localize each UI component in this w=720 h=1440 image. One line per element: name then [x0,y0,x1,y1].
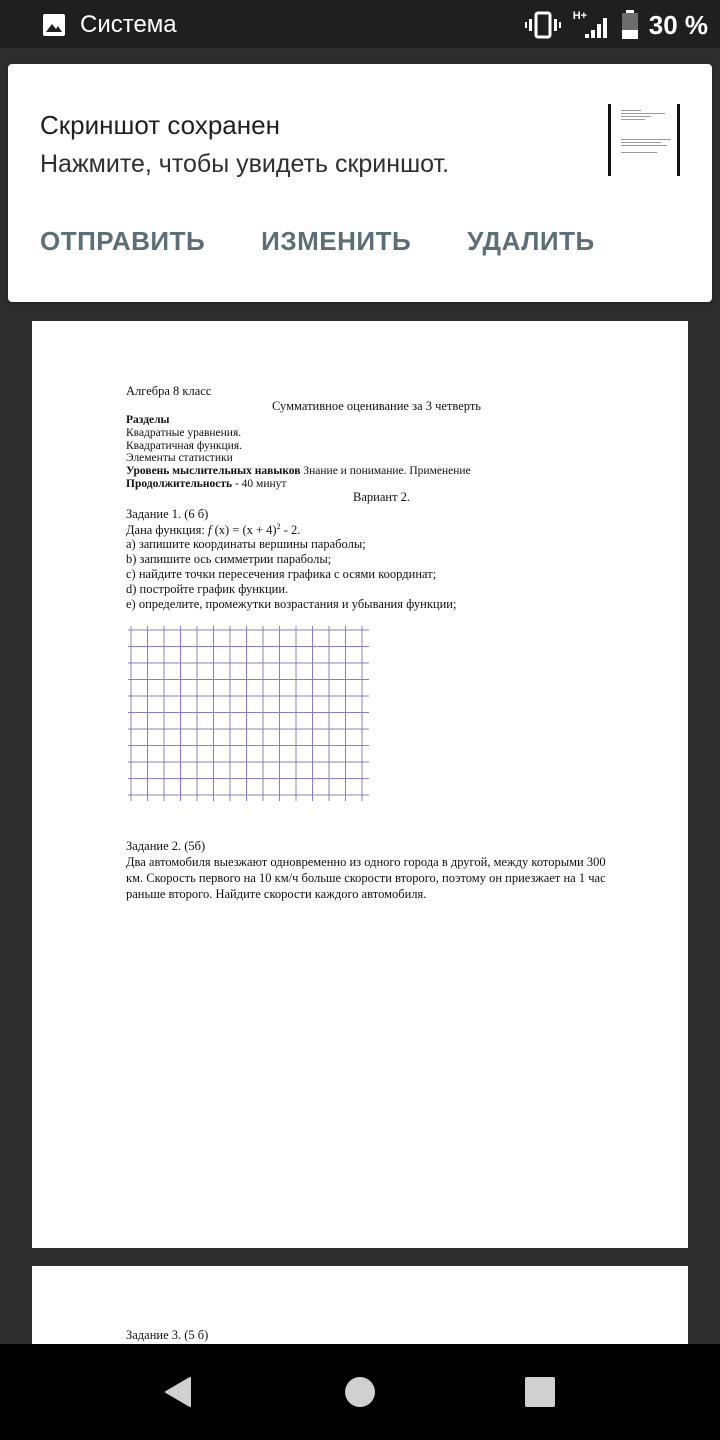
graph-grid-lines [128,626,373,801]
back-icon[interactable] [160,1374,196,1410]
doc-section-item: Квадратные уравнения. [126,427,242,439]
doc-section-item: Квадратичная функция. [126,440,242,452]
send-button[interactable]: ОТПРАВИТЬ [40,226,206,256]
formula-tail: - 2. [280,523,301,538]
navigation-bar [0,1344,720,1440]
doc-skills-line [126,465,471,477]
task2-line: Два автомобиля выезжают одновременно из одного города в другой, между которыми 300 [126,855,606,869]
doc-skills-value: Знание и понимание. Применение [303,465,471,477]
status-right [525,8,708,42]
doc-assessment-title: Суммативное оценивание за 3 четверть [272,399,482,413]
task3-title: Задание 3. (5 б) [126,1328,209,1342]
notification-actions [40,226,651,257]
formula-exponent: 2 [276,522,281,531]
graph-grid [128,626,373,801]
screenshot-thumbnail[interactable] [608,104,680,176]
task1-title: Задание 1. (6 б) [126,507,209,521]
delete-button[interactable]: УДАЛИТЬ [467,226,595,256]
task1-lead: Дана функция: [126,523,205,538]
recents-icon[interactable] [522,1374,558,1410]
status-left [42,10,177,40]
network-type: H+ [572,10,588,22]
formula-f: f [207,523,212,538]
formula-body: (x) = (x + 4) [211,523,277,538]
signal-indicator [571,10,611,40]
home-icon[interactable] [342,1374,378,1410]
doc-duration-value: - 40 минут [234,478,287,490]
doc-sections-label: Разделы [126,414,170,426]
notification-title: Скриншот сохранен [40,110,280,140]
status-app-title: Система [80,11,177,38]
task1-item: b) запишите ось симметрии параболы; [126,552,332,566]
task2-line: км. Скорость первого на 10 км/ч больше скорости второго, поэтому он приезжает на 1 час [126,871,606,885]
doc-section-item: Элементы статистики [126,452,233,464]
doc-variant: Вариант 2. [353,490,411,504]
edit-button[interactable]: ИЗМЕНИТЬ [261,226,412,256]
notification-subtitle: Нажмите, чтобы увидеть скриншот. [40,150,450,178]
task1-item: c) найдите точки пересечения графика с осями координат; [126,567,437,581]
status-bar [0,0,720,48]
battery-icon [621,10,639,40]
task2-title: Задание 2. (5б) [126,839,206,853]
task1-item: d) постройте график функции. [126,582,289,596]
document-page-2[interactable] [32,1266,688,1344]
vibrate-icon [525,11,561,39]
doc-duration-line [126,478,286,490]
task2-line: раньше второго. Найдите скорости каждого автомобиля. [126,887,427,901]
task1-formula [126,522,300,538]
image-icon [42,13,66,37]
task1-item: a) запишите координаты вершины параболы; [126,537,366,551]
doc-skills-label: Уровень мыслительных навыков [126,465,301,477]
doc-duration-label: Продолжительность [126,478,233,490]
doc-subject: Алгебра 8 класс [126,384,212,398]
battery-percentage: 30 % [648,9,708,40]
document-page-1[interactable] [32,321,688,1248]
screenshot-notification[interactable] [8,64,712,302]
task1-item: e) определите, промежутки возрастания и убывания функции; [126,597,457,611]
signal-icon [571,10,611,40]
